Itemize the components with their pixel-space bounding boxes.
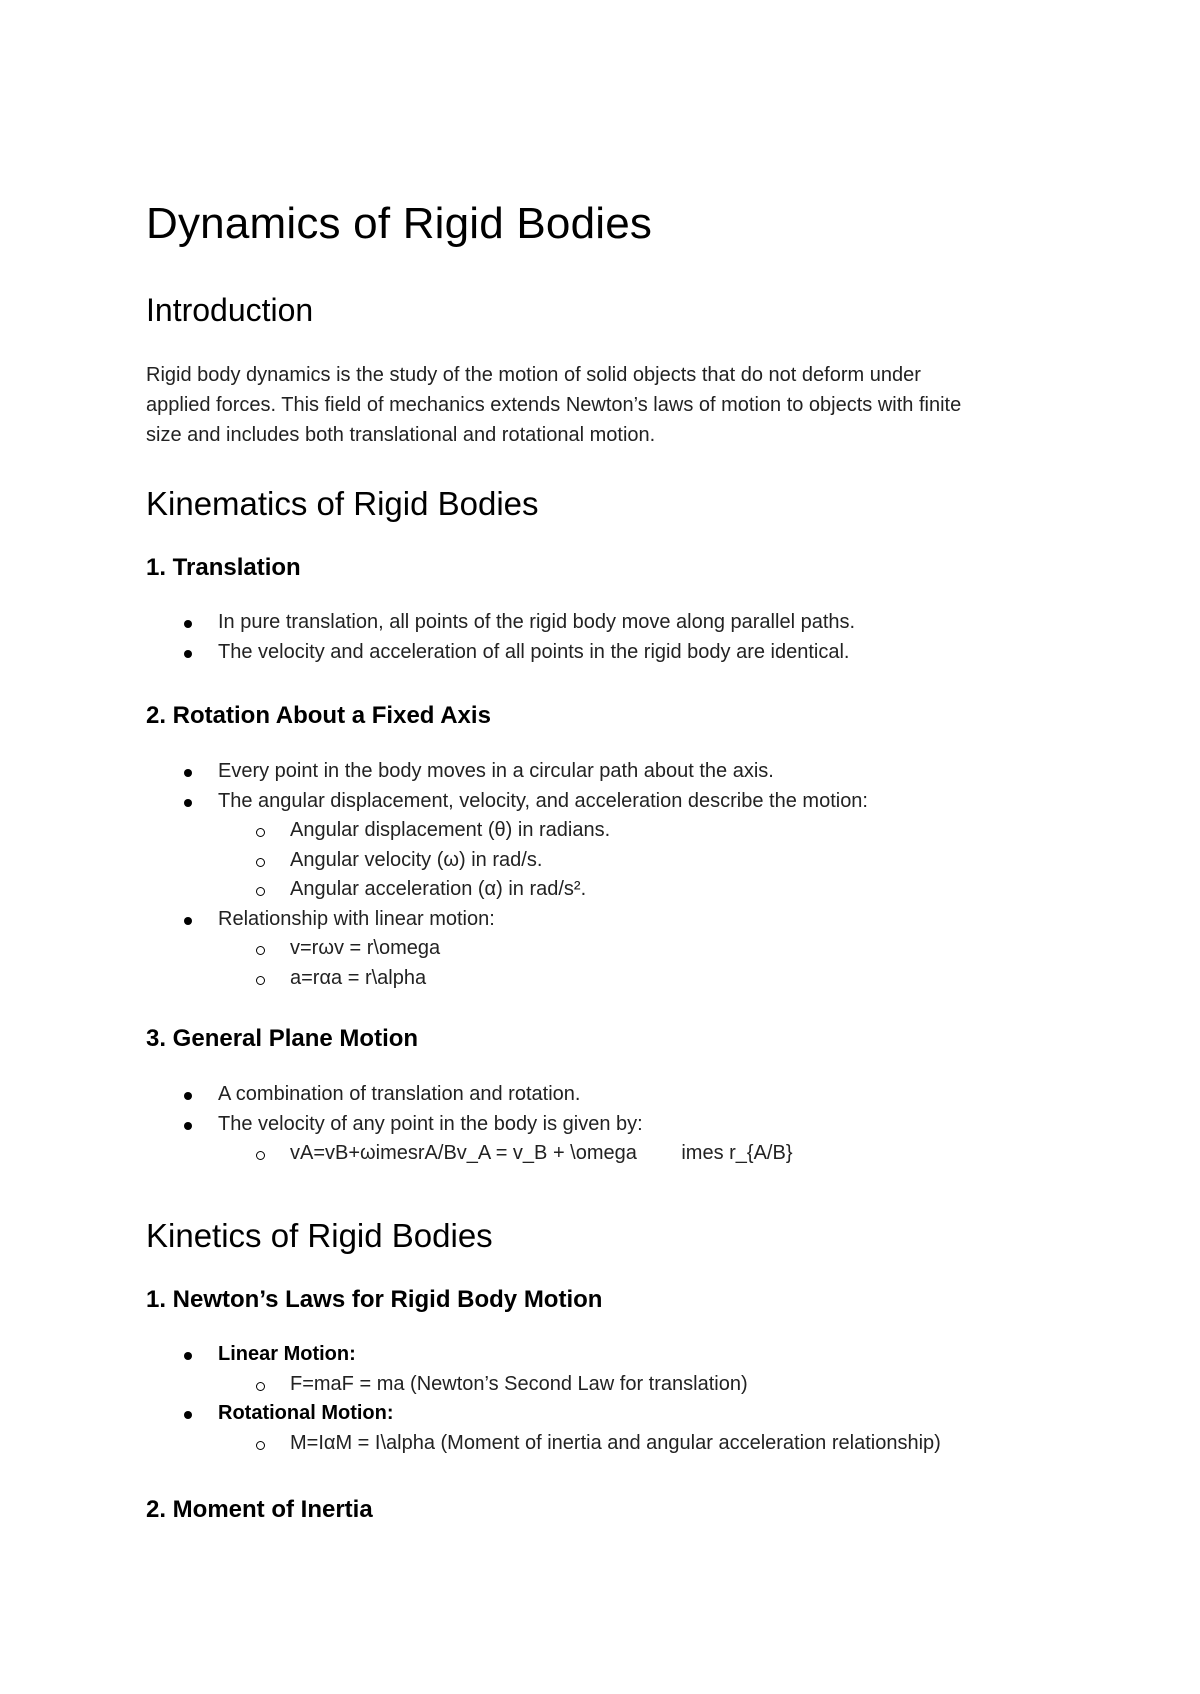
bullet-icon [184, 917, 192, 925]
newton-laws-list [146, 1340, 1066, 1458]
sublist-item: v=rωv = r\omega [218, 934, 1066, 964]
sublist-item: Angular velocity (ω) in rad/s. [218, 846, 1066, 876]
sublist-item: F=maF = ma (Newton’s Second Law for translation) [218, 1370, 1066, 1400]
list-item: The angular displacement, velocity, and acceleration describe the motion: Angular displacement (θ) in radians. Angular velocity (ω) in rad/s. Angular acceleration (α) in rad/s². [146, 787, 1066, 905]
list-item: Relationship with linear motion: v=rωv = r\omega a=rαa = r\alpha [146, 905, 1066, 994]
hollow-bullet-icon [256, 858, 265, 867]
plane-motion-heading: 3. General Plane Motion [146, 1025, 419, 1052]
bullet-icon [184, 1092, 192, 1100]
translation-heading: 1. Translation [146, 554, 301, 581]
hollow-bullet-icon [256, 1441, 265, 1450]
linear-sublist [218, 1370, 1066, 1400]
sublist-item: Angular displacement (θ) in radians. [218, 816, 1066, 846]
sublist-item: vA=vB+ωimesrA/Bv_A = v_B + \omega imes r_{A/B} [218, 1139, 1066, 1169]
intro-line-1: Rigid body dynamics is the study of the motion of solid objects that do not deform under [146, 364, 921, 386]
bullet-icon [184, 799, 192, 807]
bullet-icon [184, 650, 192, 658]
bullet-icon [184, 1352, 192, 1360]
bullet-icon [184, 620, 192, 628]
sublist-item: Angular acceleration (α) in rad/s². [218, 875, 1066, 905]
moment-of-inertia-heading: 2. Moment of Inertia [146, 1496, 373, 1523]
newton-laws-heading: 1. Newton’s Laws for Rigid Body Motion [146, 1286, 603, 1313]
rotation-sublist [218, 816, 1066, 905]
list-item: The velocity and acceleration of all points in the rigid body are identical. [146, 638, 1066, 668]
translation-list [146, 608, 1066, 667]
list-item: The velocity of any point in the body is given by: vA=vB+ωimesrA/Bv_A = v_B + \omega imes r_{A/B} [146, 1110, 1066, 1169]
bullet-icon [184, 1122, 192, 1130]
hollow-bullet-icon [256, 1151, 265, 1160]
rotation-heading: 2. Rotation About a Fixed Axis [146, 702, 491, 729]
list-item: Linear Motion: F=maF = ma (Newton’s Second Law for translation) [146, 1340, 1066, 1399]
plane-motion-list [146, 1080, 1066, 1169]
kinetics-heading: Kinetics of Rigid Bodies [146, 1217, 493, 1254]
sublist-item: a=rαa = r\alpha [218, 964, 1066, 994]
list-item: Rotational Motion: M=IαM = I\alpha (Moment of inertia and angular acceleration relationship) [146, 1399, 1066, 1458]
hollow-bullet-icon [256, 1382, 265, 1391]
intro-line-2: applied forces. This field of mechanics extends Newton’s laws of motion to objects with finite [146, 394, 962, 416]
hollow-bullet-icon [256, 887, 265, 896]
relationship-sublist [218, 934, 1066, 993]
rotation-list [146, 757, 1066, 993]
hollow-bullet-icon [256, 828, 265, 837]
introduction-heading: Introduction [146, 292, 314, 328]
bullet-icon [184, 1411, 192, 1419]
list-item: Every point in the body moves in a circular path about the axis. [146, 757, 1066, 787]
rotational-sublist [218, 1429, 1066, 1459]
intro-line-3: size and includes both translational and rotational motion. [146, 424, 656, 446]
bullet-icon [184, 769, 192, 777]
introduction-paragraph [146, 360, 1066, 450]
plane-motion-sublist [218, 1139, 1066, 1169]
document-title: Dynamics of Rigid Bodies [146, 199, 653, 248]
hollow-bullet-icon [256, 946, 265, 955]
sublist-item: M=IαM = I\alpha (Moment of inertia and angular acceleration relationship) [218, 1429, 1066, 1459]
list-item: In pure translation, all points of the rigid body move along parallel paths. [146, 608, 1066, 638]
hollow-bullet-icon [256, 976, 265, 985]
list-item: A combination of translation and rotation. [146, 1080, 1066, 1110]
kinematics-heading: Kinematics of Rigid Bodies [146, 485, 539, 522]
